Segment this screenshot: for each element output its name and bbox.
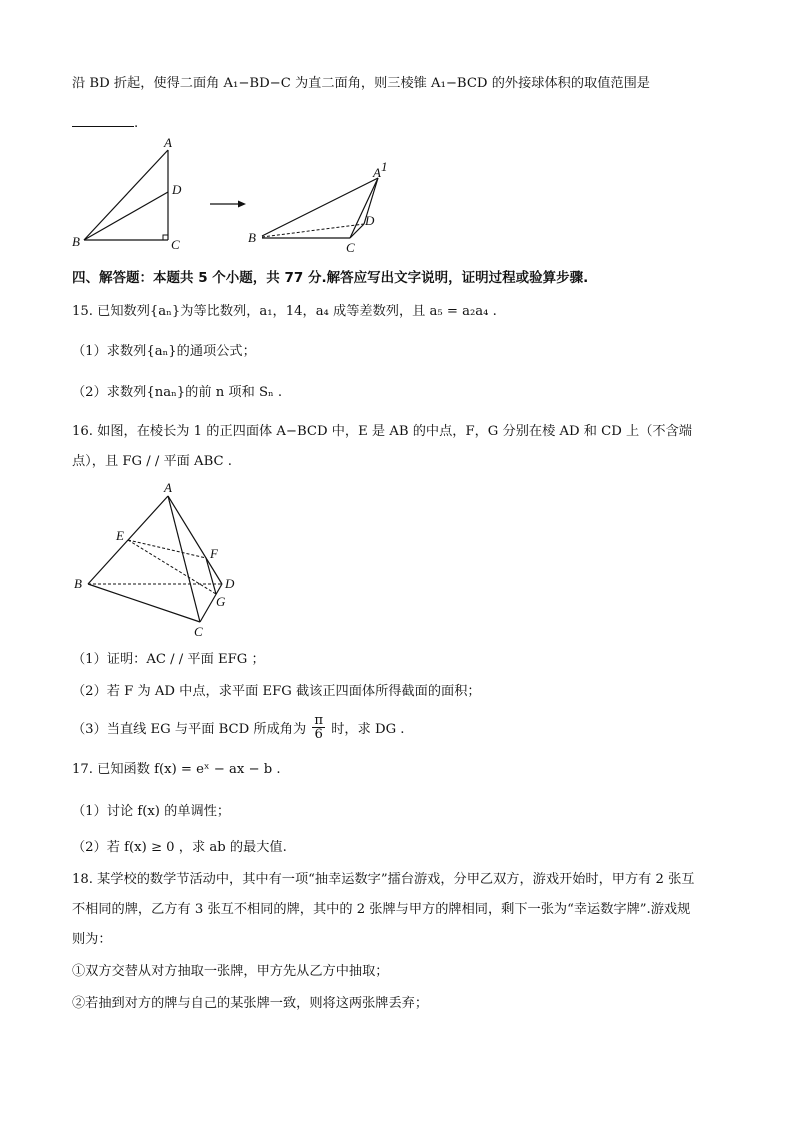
q15-stem: 15. 已知数列{aₙ}为等比数列，a₁，14，a₄ 成等差数列，且 a₅ = a₂a₄ .	[72, 304, 497, 319]
label-E: E	[116, 528, 124, 543]
q15-part-1: （1）求数列{aₙ}的通项公式；	[72, 344, 256, 359]
tetrahedron-figure	[60, 478, 260, 640]
q16-stem-1: 16. 如图，在棱长为 1 的正四面体 A−BCD 中，E 是 AB 的中点，F，G 分别在棱 AD 和 CD 上（不含端	[72, 424, 692, 439]
segment-EG-dashed	[128, 540, 216, 594]
label-A: A	[164, 136, 172, 150]
label-B: B	[248, 230, 256, 245]
edge-AD	[168, 496, 222, 584]
q16-part-1: （1）证明：AC / / 平面 EFG ；	[72, 652, 265, 667]
segment-EF-dashed	[128, 540, 206, 558]
q18-line-2: 不相同的牌，乙方有 3 张互不相同的牌，其中的 2 张牌与甲方的牌相同，剩下一张为“幸运数字牌”.游戏规	[72, 902, 691, 917]
q17-stem: 17. 已知函数 f(x) = eˣ − ax − b .	[72, 762, 281, 777]
label-D: D	[365, 213, 375, 228]
q16-part-3-prefix: （3）当直线 EG 与平面 BCD 所成角为	[72, 722, 307, 737]
label-C: C	[194, 624, 203, 639]
pi-over-6-fraction	[312, 714, 325, 741]
q15-part-2: （2）求数列{naₙ}的前 n 项和 Sₙ .	[72, 385, 283, 400]
q18-rule-1: ①双方交替从对方抽取一张牌，甲方先从乙方中抽取；	[72, 964, 389, 979]
q16-stem-2: 点），且 FG / / 平面 ABC .	[72, 454, 232, 469]
label-A: A	[164, 480, 172, 495]
segment-FG	[206, 558, 216, 594]
edge-BC	[88, 584, 200, 622]
arrow-icon	[210, 201, 246, 208]
left-triangle	[72, 136, 182, 252]
q14-period: .	[134, 116, 139, 131]
answer-blank	[72, 112, 134, 127]
edge-A1C	[350, 178, 378, 238]
q14-line-2	[72, 112, 138, 134]
right-tetrahedron	[248, 159, 387, 255]
q18-line-1: 18. 某学校的数学节活动中，其中有一项“抽幸运数字”擂台游戏，分甲乙双方，游戏开始时，甲方有 2 张互	[72, 872, 695, 887]
label-F: F	[210, 546, 218, 561]
q16-part-3	[72, 713, 405, 743]
q18-line-3: 则为：	[72, 932, 112, 947]
fold-figure	[60, 136, 400, 258]
label-D: D	[225, 576, 235, 591]
fraction-denominator: 6	[314, 727, 323, 742]
edge-BD-dashed	[262, 224, 364, 237]
q17-part-1: （1）讨论 f(x) 的单调性；	[72, 804, 231, 819]
q16-part-3-suffix: 时，求 DG .	[331, 722, 405, 737]
edge-BD	[84, 192, 168, 240]
label-G: G	[216, 594, 226, 609]
edge-AB	[84, 150, 168, 240]
label-B: B	[74, 576, 82, 591]
label-C: C	[171, 237, 180, 252]
label-D: D	[172, 182, 182, 197]
q14-line-1: 沿 BD 折起，使得二面角 A₁−BD−C 为直二面角，则三棱锥 A₁−BCD 的外接球体积的取值范围是	[72, 76, 650, 91]
q16-part-2: （2）若 F 为 AD 中点，求平面 EFG 截该正四面体所得截面的面积；	[72, 684, 481, 699]
right-angle-mark	[163, 235, 168, 240]
edge-CD	[350, 224, 364, 238]
edge-AC	[168, 496, 200, 622]
fraction-numerator: π	[314, 713, 324, 728]
label-B: B	[72, 234, 80, 249]
label-A1: A1	[373, 159, 388, 180]
label-C: C	[346, 240, 355, 255]
q17-part-2: （2）若 f(x) ≥ 0 ，求 ab 的最大值.	[72, 840, 287, 855]
q18-rule-2: ②若抽到对方的牌与自己的某张牌一致，则将这两张牌丢弃；	[72, 996, 429, 1011]
section-4-title: 四、解答题：本题共 5 个小题，共 77 分.解答应写出文字说明，证明过程或验算步骤.	[72, 270, 589, 286]
